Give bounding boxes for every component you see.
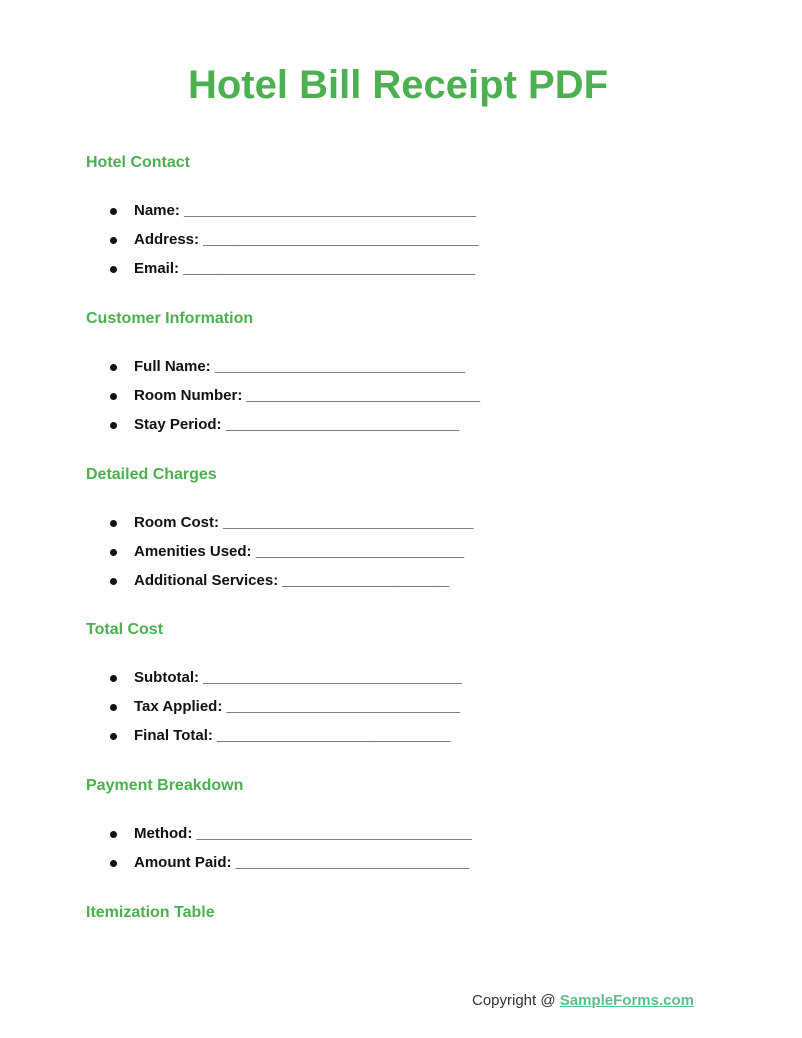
bullet-icon bbox=[110, 422, 117, 429]
bullet-icon bbox=[110, 860, 117, 867]
field-label[interactable]: Room Number: ____________________________ bbox=[134, 387, 481, 404]
section-hotel-contact bbox=[86, 153, 479, 277]
field-label[interactable]: Full Name: ______________________________ bbox=[134, 358, 466, 375]
bullet-icon bbox=[110, 578, 117, 585]
section-heading: Hotel Contact bbox=[86, 154, 190, 171]
bullet-icon bbox=[110, 266, 117, 273]
section-heading: Itemization Table bbox=[86, 904, 215, 921]
field-label[interactable]: Address: _________________________________ bbox=[134, 231, 479, 248]
bullet-icon bbox=[110, 549, 117, 556]
field-label[interactable]: Additional Services: ____________________ bbox=[134, 572, 450, 589]
section-detailed-charges bbox=[86, 465, 474, 589]
section-total-cost bbox=[86, 620, 462, 744]
field-label[interactable]: Email: ___________________________________ bbox=[134, 260, 476, 277]
field-label[interactable]: Room Cost: ______________________________ bbox=[134, 514, 474, 531]
field-label[interactable]: Tax Applied: ____________________________ bbox=[134, 698, 461, 715]
bullet-icon bbox=[110, 520, 117, 527]
section-heading: Customer Information bbox=[86, 310, 254, 327]
bullet-icon bbox=[110, 364, 117, 371]
bullet-icon bbox=[110, 675, 117, 682]
section-heading: Detailed Charges bbox=[86, 466, 217, 483]
field-label[interactable]: Amount Paid: ____________________________ bbox=[134, 854, 470, 871]
section-customer-information bbox=[86, 309, 481, 433]
section-heading: Payment Breakdown bbox=[86, 777, 244, 794]
bullet-icon bbox=[110, 208, 117, 215]
page-title: Hotel Bill Receipt PDF bbox=[187, 63, 609, 107]
field-label[interactable]: Final Total: ____________________________ bbox=[134, 727, 451, 744]
bullet-icon bbox=[110, 237, 117, 244]
field-label[interactable]: Stay Period: ____________________________ bbox=[134, 416, 460, 433]
bullet-icon bbox=[110, 831, 117, 838]
bullet-icon bbox=[110, 393, 117, 400]
copyright-footer bbox=[472, 992, 694, 1009]
section-payment-breakdown bbox=[86, 776, 472, 871]
bullet-icon bbox=[110, 733, 117, 740]
sampleforms-link[interactable]: SampleForms.com bbox=[559, 992, 694, 1009]
field-label[interactable]: Name: ___________________________________ bbox=[134, 202, 476, 219]
field-label[interactable]: Subtotal: _______________________________ bbox=[134, 669, 462, 686]
copyright-text: Copyright @ bbox=[472, 992, 560, 1009]
field-label[interactable]: Amenities Used: _________________________ bbox=[134, 543, 465, 560]
section-itemization-table bbox=[86, 903, 215, 923]
field-label[interactable]: Method: _________________________________ bbox=[134, 825, 472, 842]
section-heading: Total Cost bbox=[86, 621, 164, 638]
bullet-icon bbox=[110, 704, 117, 711]
